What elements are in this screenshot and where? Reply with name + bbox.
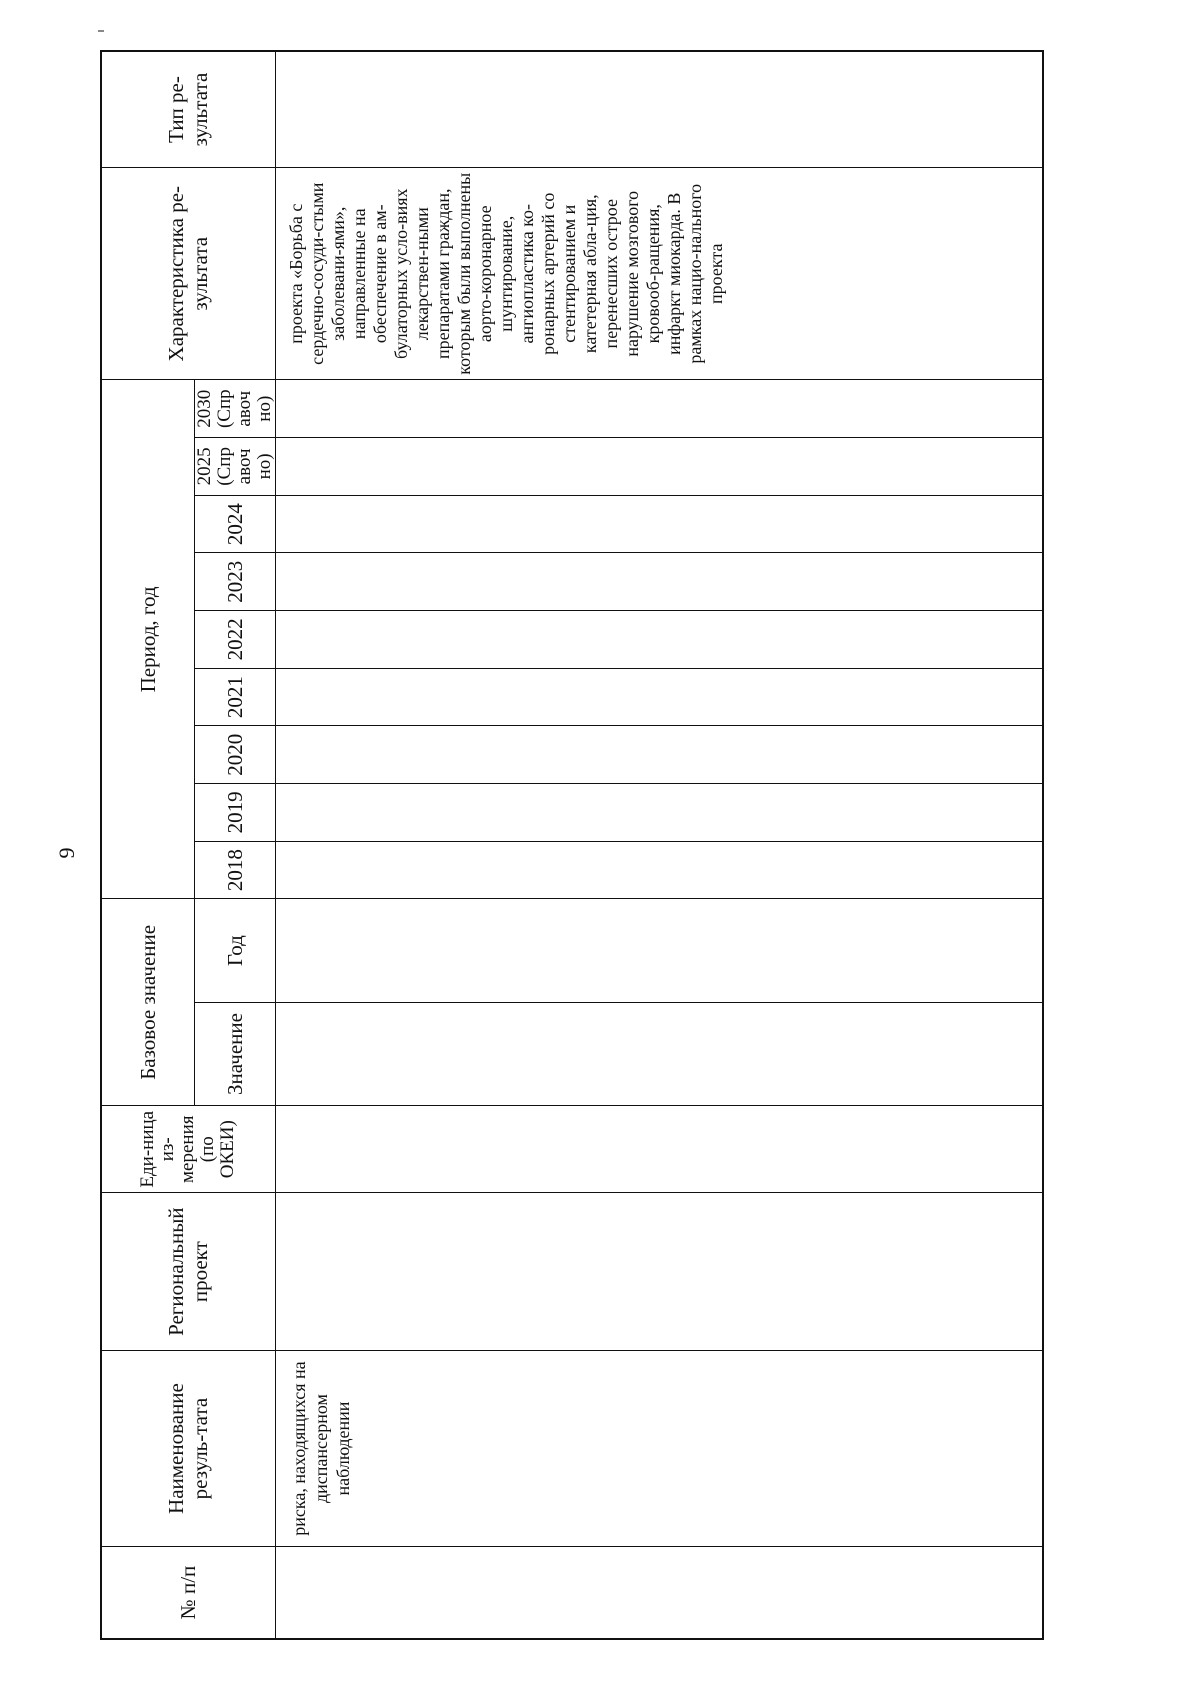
cell-year-2022	[275, 611, 1043, 669]
header-period: Период, год	[101, 380, 194, 899]
header-year-2025: 2025 (Спр авоч но)	[194, 438, 275, 496]
cell-year-2030	[275, 380, 1043, 438]
cell-year-2025	[275, 438, 1043, 496]
header-year-2023: 2023	[194, 553, 275, 611]
cell-name: риска, находящихся на диспансерном наблюдении	[275, 1351, 1043, 1547]
results-table	[100, 50, 1044, 1640]
header-base-value-value: Значение	[194, 1002, 275, 1105]
header-year-2022: 2022	[194, 611, 275, 669]
page-number: 9	[54, 847, 79, 859]
header-unit: Еди-ница из-мерения (по ОКЕИ)	[101, 1106, 275, 1193]
header-year-2019: 2019	[194, 784, 275, 842]
header-row-1	[101, 51, 194, 1639]
cell-num	[275, 1547, 1043, 1640]
cell-year-2020	[275, 726, 1043, 784]
header-regional-project: Региональный проект	[101, 1193, 275, 1351]
header-year-2020: 2020	[194, 726, 275, 784]
cell-year-2024	[275, 495, 1043, 553]
cell-year-2021	[275, 668, 1043, 726]
header-year-2021: 2021	[194, 668, 275, 726]
cell-base-year	[275, 899, 1043, 1002]
cell-year-2023	[275, 553, 1043, 611]
cell-characteristic: проекта «Борьба с сердечно-сосуди-стыми заболевани-ями», направленные на обеспечение в ам-булаторных усло-виях лекарствен-ными препаратами граждан, которым были выполнены аорто-коронарное шунтирование, ангиопластика ко-ронарных артерий со стентированием и катетерная абла-ция, перенесших острое нарушение мозгового кровооб-ращения, инфаркт миокарда. В рамках нацио-нального проекта	[275, 168, 1043, 380]
cell-year-2019	[275, 784, 1043, 842]
rotated-table-container	[100, 50, 1100, 1640]
header-base-value: Базовое значение	[101, 899, 194, 1106]
header-year-2018: 2018	[194, 841, 275, 899]
cell-regional-project	[275, 1193, 1043, 1351]
header-year-2024: 2024	[194, 495, 275, 553]
header-num: № п/п	[101, 1547, 275, 1640]
header-characteristic: Характеристика ре-зультата	[101, 168, 275, 380]
table-row	[275, 51, 1043, 1639]
cell-year-2018	[275, 841, 1043, 899]
header-type: Тип ре-зультата	[101, 51, 275, 168]
cell-unit	[275, 1106, 1043, 1193]
cell-type	[275, 51, 1043, 168]
header-base-value-year: Год	[194, 899, 275, 1002]
header-year-2030: 2030 (Спр авоч но)	[194, 380, 275, 438]
cell-base-value	[275, 1002, 1043, 1105]
scan-speck	[98, 30, 104, 32]
header-name: Наименование резуль-тата	[101, 1351, 275, 1547]
